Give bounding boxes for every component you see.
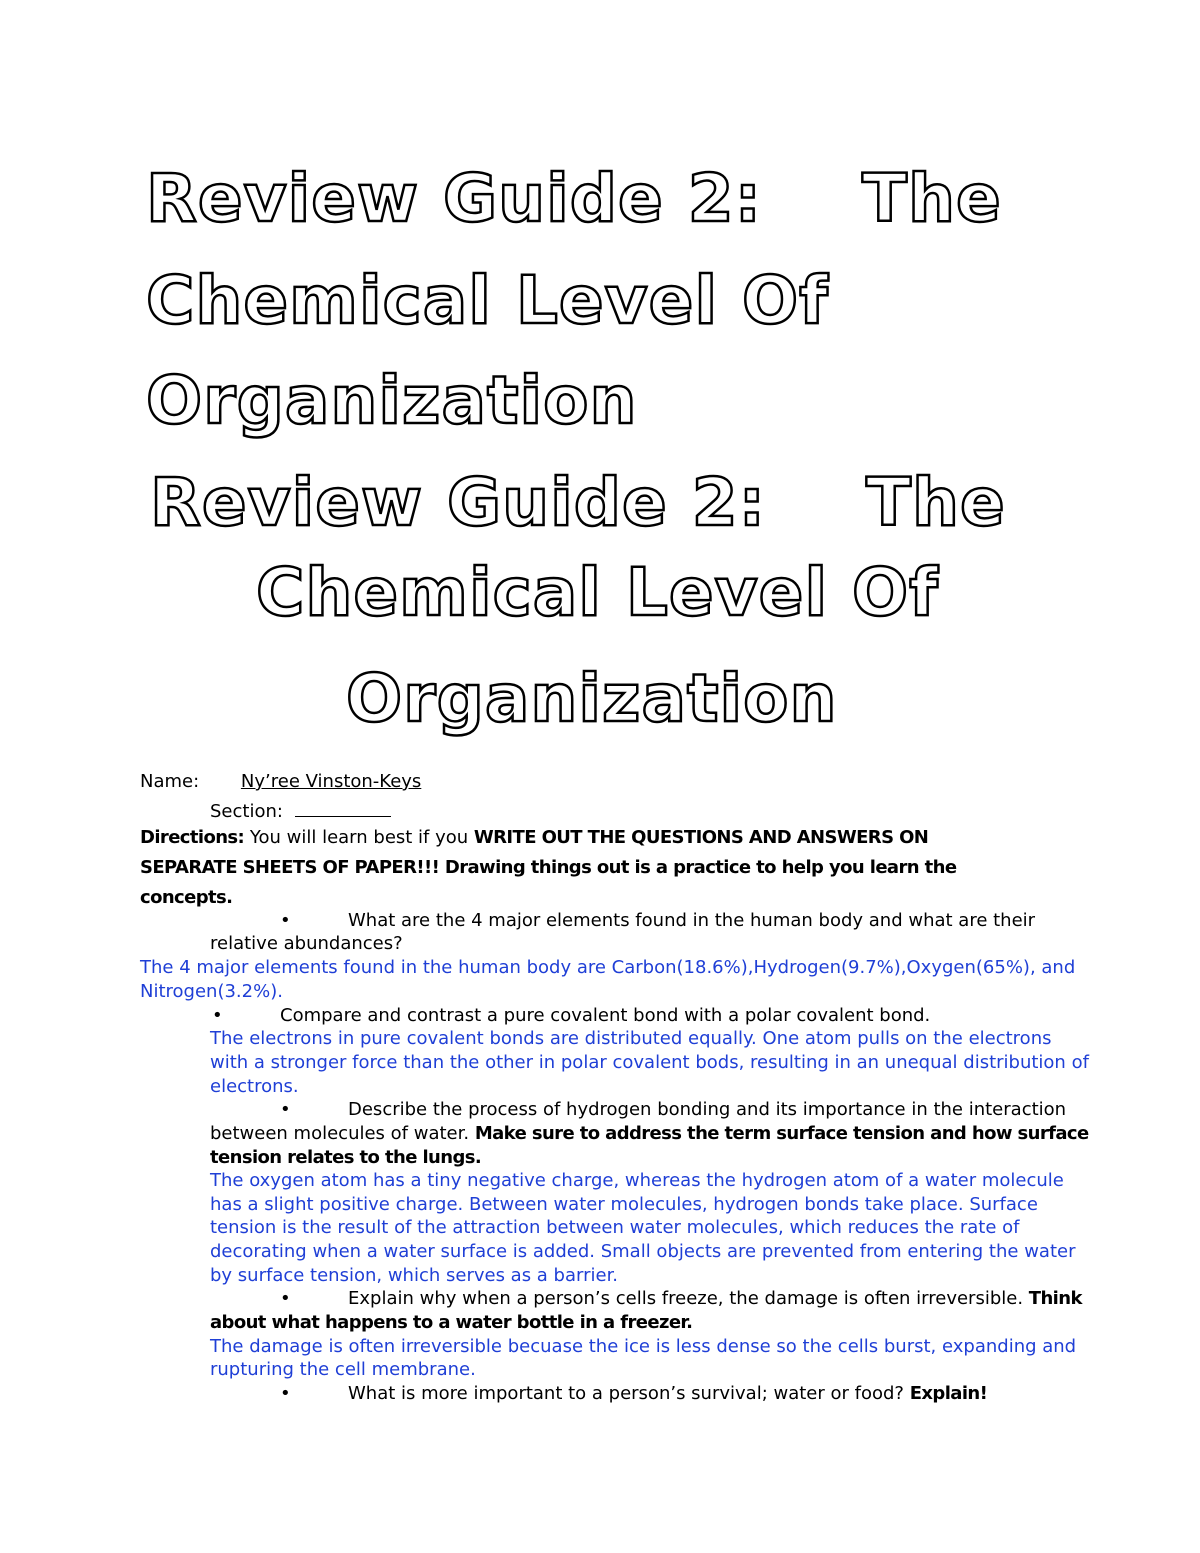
q2-line-1: Compare and contrast a pure covalent bond with a polar covalent bond. (280, 1005, 931, 1026)
title-line-2: Chemical Level Of (146, 262, 829, 339)
q1-line-2: relative abundances? (210, 933, 403, 954)
q3-answer-line-2: has a slight positive charge. Between water molecules, hydrogen bonds take place. Surface (210, 1194, 1038, 1215)
title-the-text: The (862, 160, 1002, 237)
bullet-q2: • (212, 1005, 223, 1026)
bullet-q4: • (280, 1288, 291, 1309)
name-row (140, 770, 813, 794)
q3-line-3: tension relates to the lungs. (210, 1147, 482, 1168)
q3-answer-line-1: The oxygen atom has a tiny negative charge, whereas the hydrogen atom of a water molecule (210, 1170, 1064, 1191)
q4-line-1-bold: Think (1028, 1288, 1082, 1309)
q4-answer-line-1: The damage is often irreversible becuase the ice is less dense so the cells burst, expanding and (210, 1336, 1077, 1357)
q1-line-1: What are the 4 major elements found in the human body and what are their (348, 910, 1036, 931)
section-field[interactable] (295, 797, 391, 817)
bullet-q1: • (280, 910, 291, 931)
q3-line-2-bold: Make sure to address the term surface tension and how surface (474, 1123, 1089, 1144)
directions-normal-text: You will learn best if you (249, 827, 469, 848)
name-label: Name: (140, 771, 200, 792)
title-repeat-line-1 (150, 464, 1006, 541)
title-repeat-line-2: Chemical Level Of (256, 554, 939, 631)
q3-answer-line-5: by surface tension, which serves as a barrier. (210, 1265, 619, 1286)
directions-label: Directions: (140, 827, 245, 848)
name-field[interactable]: Ny’ree Vinston-Keys (240, 771, 422, 792)
q3-line-2 (210, 1122, 1089, 1146)
directions-line-1 (140, 826, 928, 850)
q1-answer-line-1: The 4 major elements found in the human body are Carbon(18.6%),Hydrogen(9.7%),Oxygen(65%), and (140, 957, 1076, 978)
q5-line-1-normal: What is more important to a person’s survival; water or food? (348, 1383, 904, 1404)
q2-answer-line-1: The electrons in pure covalent bonds are distributed equally. One atom pulls on the electrons (210, 1028, 1052, 1049)
q3-line-2-normal: between molecules of water. (210, 1123, 470, 1144)
q1-answer-line-2: Nitrogen(3.2%). (140, 981, 283, 1002)
q3-answer-line-4: decorating when a water surface is added. Small objects are prevented from entering the water (210, 1241, 1076, 1262)
q3-line-1: Describe the process of hydrogen bonding and its importance in the interaction (348, 1099, 1067, 1120)
section-row (210, 797, 391, 824)
title-line-1 (146, 160, 1002, 237)
bullet-q5: • (280, 1383, 291, 1404)
q5-line-1 (348, 1382, 987, 1406)
directions-bold-1: WRITE OUT THE QUESTIONS AND ANSWERS ON (473, 827, 929, 848)
title-repeat-line-3: Organization (346, 660, 838, 737)
q5-line-1-bold: Explain! (909, 1383, 988, 1404)
q4-line-1-normal: Explain why when a person’s cells freeze, the damage is often irreversible. (348, 1288, 1024, 1309)
q2-answer-line-3: electrons. (210, 1076, 299, 1097)
title-line-3: Organization (146, 362, 638, 439)
title-review-text: Review Guide 2: (146, 160, 763, 237)
section-label: Section: (210, 801, 283, 822)
q3-answer-line-3: tension is the result of the attraction between water molecules, which reduces the rate of (210, 1217, 1020, 1238)
title-repeat-review-text: Review Guide 2: (150, 464, 767, 541)
title-repeat-the-text: The (866, 464, 1006, 541)
q2-answer-line-2: with a stronger force than the other in polar covalent bods, resulting in an unequal distribution of (210, 1052, 1089, 1073)
q4-line-2: about what happens to a water bottle in a freezer. (210, 1312, 693, 1333)
bullet-q3: • (280, 1099, 291, 1120)
directions-line-2: SEPARATE SHEETS OF PAPER!!! Drawing things out is a practice to help you learn the (140, 857, 957, 878)
q4-line-1 (348, 1287, 1082, 1311)
directions-line-3: concepts. (140, 887, 233, 908)
q4-answer-line-2: rupturing the cell membrane. (210, 1359, 476, 1380)
